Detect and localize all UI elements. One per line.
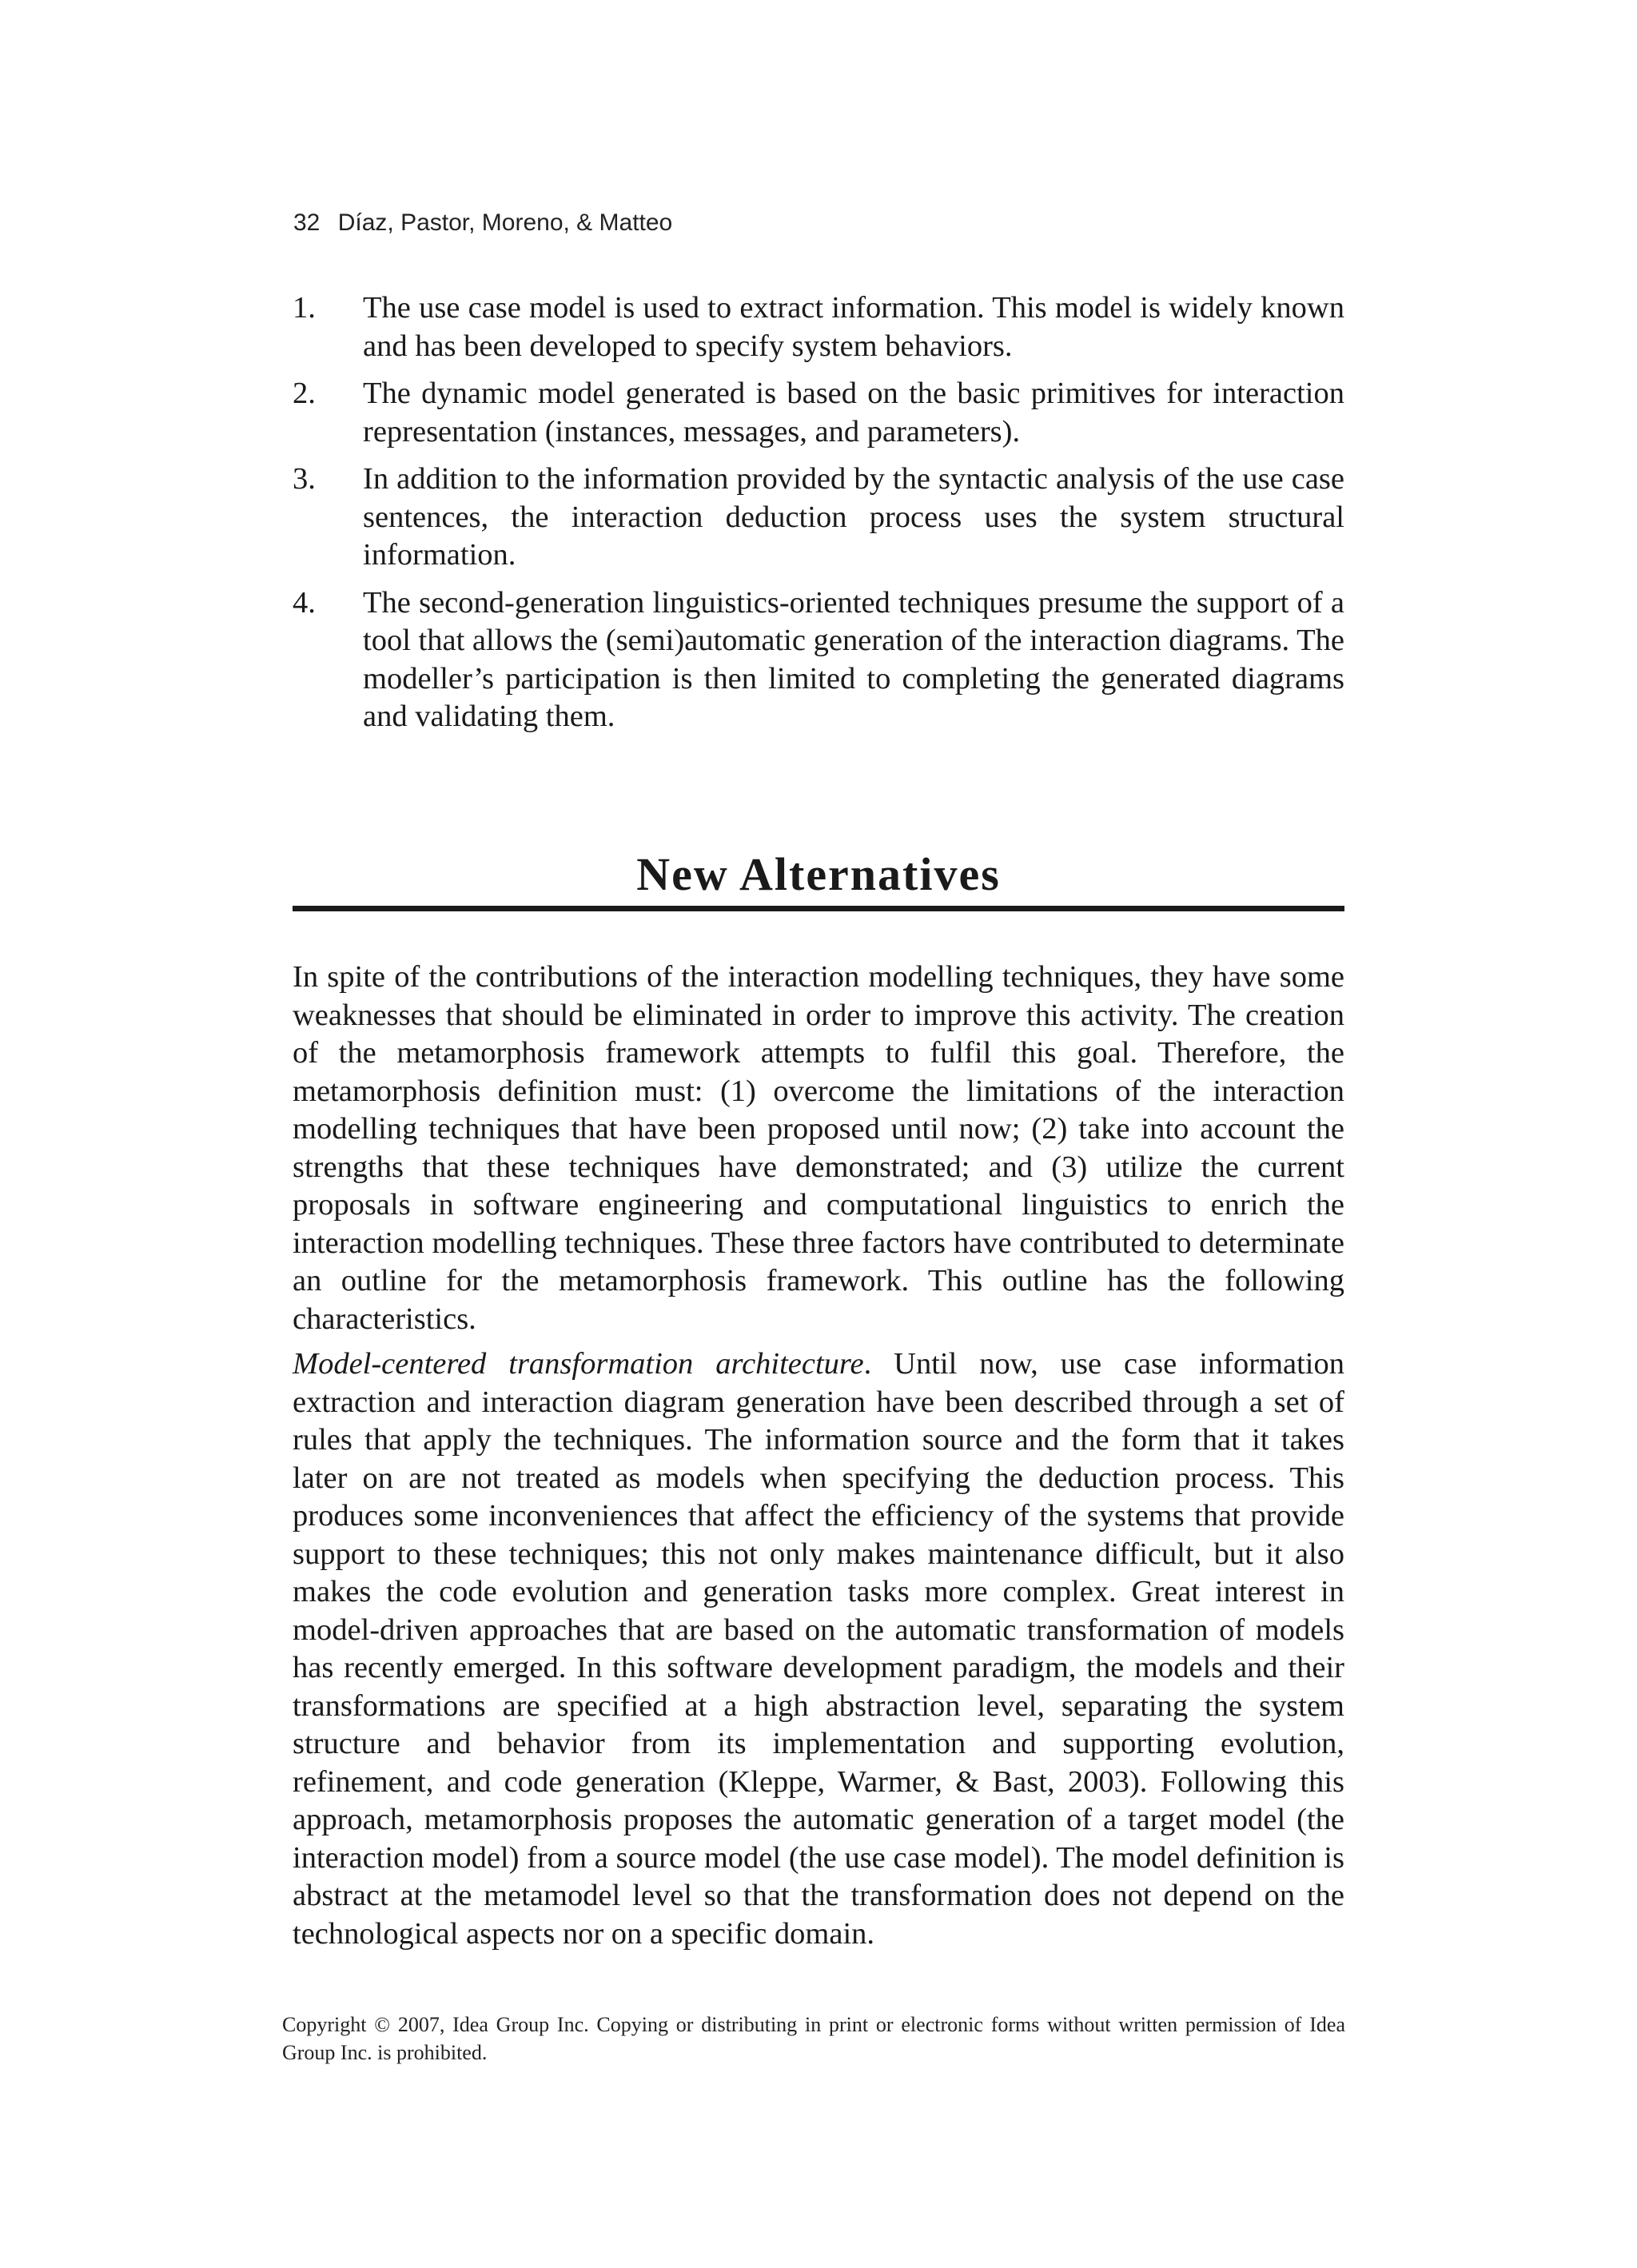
list-item-number: 3. bbox=[293, 462, 316, 496]
copyright-notice: Copyright © 2007, Idea Group Inc. Copying or distributing in print or electronic forms without written permission of Idea Group Inc. is prohibited. bbox=[282, 2013, 1345, 2064]
paragraph-lead-italic: Model-centered transformation architecture bbox=[293, 1347, 864, 1381]
list-item bbox=[293, 375, 1344, 451]
list-item-text: The second-generation linguistics-oriented techniques presume the support of a tool that allows the (semi)automatic generation of the interaction diagrams. The modeller’s participation is then limited to completing the generated diagrams and validating them. bbox=[363, 585, 1344, 733]
list-item bbox=[293, 584, 1344, 736]
paragraph-intro: In spite of the contributions of the interaction modelling techniques, they have some weaknesses that should be eliminated in order to improve this activity. The creation of the metamorphosis framework attempts to fulfil this goal. Therefore, the metamorphosis definition must: (1) overcome the limitations of the interaction modelling techniques that have been proposed until now; (2) take into account the strengths that these techniques have demonstrated; and (3) utilize the current proposals in software engineering and computational linguistics to enrich the interaction modelling techniques. These three factors have contributed to determinate an outline for the metamorphosis framework. This outline has the following characteristics. bbox=[293, 960, 1344, 1336]
list-item bbox=[293, 289, 1344, 365]
list-item bbox=[293, 460, 1344, 575]
paragraph-architecture bbox=[293, 1345, 1344, 1953]
section-title: New Alternatives bbox=[636, 848, 1001, 900]
numbered-list bbox=[293, 289, 1344, 746]
running-header bbox=[293, 209, 672, 237]
paragraph-architecture-text: . Until now, use case information extraction and interaction diagram generation have been described through a set of rules that apply the techniques. The information source and the form that it takes later on are not treated as models when specifying the deduction process. This produces some inconveniences that affect the efficiency of the systems that provide support to these techniques; this not only makes maintenance difficult, but it also makes the code evolution and generation tasks more complex. Great interest in model-driven approaches that are based on the automatic transformation of models has recently emerged. In this software development paradigm, the models and their transformations are specified at a high abstraction level, separating the system structure and behavior from its implementation and supporting evolution, refinement, and code generation (Kleppe, Warmer, & Bast, 2003). Following this approach, metamorphosis proposes the automatic generation of a target model (the interaction model) from a source model (the use case model). The model definition is abstract at the metamodel level so that the transformation does not depend on the technological aspects nor on a specific domain. bbox=[293, 1347, 1344, 1951]
list-item-text: The dynamic model generated is based on the basic primitives for interaction representation (instances, messages, and parameters). bbox=[363, 377, 1344, 448]
list-item-text: The use case model is used to extract information. This model is widely known and has been developed to specify system behaviors. bbox=[363, 291, 1344, 363]
section-divider bbox=[293, 906, 1344, 911]
author-names: Díaz, Pastor, Moreno, & Matteo bbox=[337, 209, 673, 236]
list-item-number: 4. bbox=[293, 585, 316, 620]
list-item-number: 1. bbox=[293, 291, 316, 325]
list-item-text: In addition to the information provided by the syntactic analysis of the use case sentences, the interaction deduction process uses the system structural information. bbox=[363, 462, 1344, 572]
list-item-number: 2. bbox=[293, 377, 316, 410]
page-number: 32 bbox=[293, 209, 321, 236]
body-text bbox=[293, 959, 1344, 1960]
